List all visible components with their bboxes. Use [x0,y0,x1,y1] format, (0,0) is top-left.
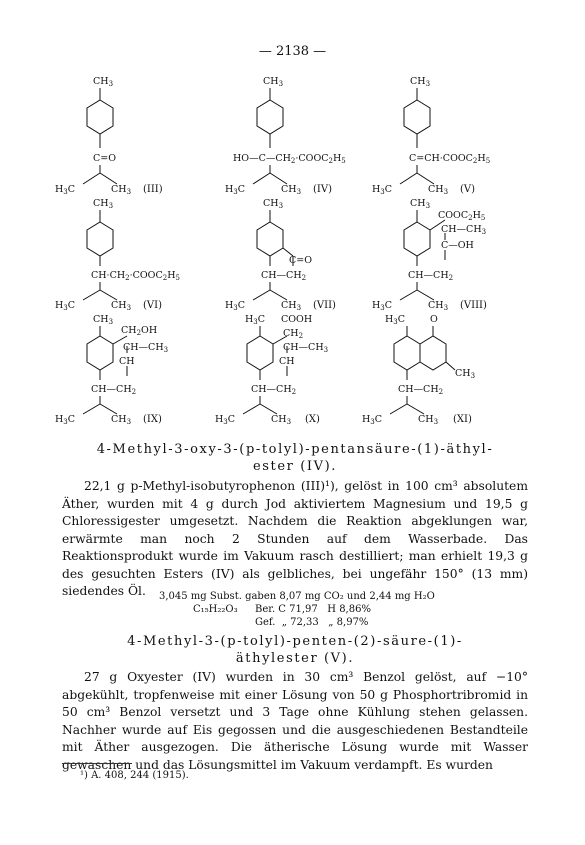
svg-text:CH3: $CH_3$ [281,184,302,196]
label-XI: (XI) [453,414,472,425]
heading-line-2: äthylester (V). [235,651,355,666]
paragraph-ester-V [62,669,528,774]
svg-text:C=CH·COOC2H5: $C=CH\cdot COOC_2H_5$ [409,153,491,165]
analysis-found: Gef. „ 72,33 „ 8,97% [255,617,369,628]
svg-text:H3C: $H_3C$ [225,184,246,196]
svg-text:CH3: $CH_3$ [263,76,284,88]
label-VIII: (VIII) [460,300,487,311]
svg-text:CH: CH [119,356,135,367]
page-number: — 2138 — [258,44,327,59]
svg-text:COOC2H5: $COOC_2H_5$ [438,210,486,222]
structure-IV [253,88,287,184]
structure-IX [83,326,127,414]
svg-text:CH3: $CH_3$ [410,198,431,210]
paragraph-text: 27 g Oxyester (IV) wurden in 30 cm³ Benzol gelöst, auf −10° abgekühlt, tropfenweise mit einer Lösung von 50 g Phosphortribromid in 50 cm³ Benzol versetzt und 3 Tage ohne Kühlung stehen gelassen. Nachher wurde auf Eis gegossen und die ausgeschiedenen Bestandteile mit Äther ausgezogen. Die ätherische Lösung wurde mit Wasser gewaschen und das Lösungsmittel im Vakuum verdampft. Es wurden [62,670,528,772]
svg-text:H3C: $H_3C$ [372,300,393,312]
svg-text:H3C: $H_3C$ [55,300,76,312]
svg-text:CH3: $CH_3$ [93,314,114,326]
svg-text:H3C: $H_3C$ [385,314,406,326]
footnote-divider [62,763,132,764]
footnote: ¹) A. 408, 244 (1915). [80,770,189,781]
svg-text:CH2OH: $CH_2OH$ [121,325,158,337]
analysis-calculated: Ber. C 71,97 H 8,86% [255,604,371,615]
structure-XI [390,326,455,414]
heading-line-1: 4-Methyl-3-oxy-3-(p-tolyl)-pentansäure-(1)-äthyl- [96,442,494,457]
svg-text:CH3: $CH_3$ [93,198,114,210]
svg-text:CH3: $CH_3$ [111,414,132,426]
svg-text:H3C: $H_3C$ [225,300,246,312]
chemical-structures [55,70,535,440]
label-X: (X) [305,414,320,425]
structure-V [400,88,434,184]
svg-text:CH3: $CH_3$ [281,300,302,312]
label-VII: (VII) [313,300,336,311]
svg-text:H3C: $H_3C$ [215,414,236,426]
paragraph-text: 22,1 g p-Methyl-isobutyrophenon (III)¹), gelöst in 100 cm³ absolutem Äther, wurden mit 4 g durch Jod aktiviertem Magnesium und 19,5 g Chloressigester umgesetzt. Nachdem die Reaktion abgeklungen war, erwärmte man noch 2 Stunden auf dem Wasserbade. Das Reaktionsprodukt wurde im Vakuum rasch destilliert; man erhielt 19,3 g des gesuchten Esters (IV) als gelbliches, bei ungefähr 150° (13 mm) siedendes Öl. [62,479,528,598]
label-IV: (IV) [313,184,332,195]
svg-text:CH3: $CH_3$ [271,414,292,426]
label-IX: (IX) [143,414,162,425]
svg-text:CH—CH2: $CH—CH_2$ [261,270,307,282]
label-III: (III) [143,184,163,195]
structure-VIII [400,210,445,300]
svg-text:C=O: C=O [289,255,313,266]
svg-text:CH3: $CH_3$ [263,198,284,210]
svg-text:C—OH: C—OH [441,240,474,251]
heading-line-2: ester (IV). [252,459,338,474]
svg-text:CH2: $CH_2$ [283,328,304,340]
svg-text:CH—CH3: $CH—CH_3$ [441,224,487,236]
svg-text:H3C: $H_3C$ [55,414,76,426]
structure-III [83,88,117,184]
svg-text:CH: CH [279,356,295,367]
svg-text:COOH: COOH [281,314,313,325]
section-heading-ester-V [60,633,530,667]
svg-text:O: O [430,314,438,325]
svg-text:CH3: $CH_3$ [428,184,449,196]
analysis-formula: C₁₅H₂₂O₃ [193,604,238,615]
structure-VI [83,210,117,300]
svg-text:HO—C—CH2·COOC2H5: $HO—C—CH_2\cdot COOC_2H_5$ [233,153,346,165]
structure-VII [253,210,293,300]
svg-text:C=O: C=O [93,153,117,164]
svg-text:CH—CH3: $CH—CH_3$ [123,342,169,354]
svg-text:CH—CH2: $CH—CH_2$ [91,384,137,396]
label-V: (V) [460,184,476,195]
structure-X [243,326,287,414]
svg-text:CH—CH2: $CH—CH_2$ [398,384,444,396]
paragraph-ester-IV [62,478,528,601]
svg-text:CH3: $CH_3$ [418,414,439,426]
svg-text:CH3: $CH_3$ [428,300,449,312]
svg-text:CH3: $CH_3$ [93,76,114,88]
svg-text:H3C: $H_3C$ [372,184,393,196]
svg-text:CH3: $CH_3$ [410,76,431,88]
svg-text:CH3: $CH_3$ [111,300,132,312]
svg-text:H3C: $H_3C$ [55,184,76,196]
svg-text:CH—CH2: $CH—CH_2$ [408,270,454,282]
heading-line-1: 4-Methyl-3-(p-tolyl)-penten-(2)-säure-(1)- [127,634,463,649]
label-VI: (VI) [143,300,162,311]
svg-text:H3C: $H_3C$ [362,414,383,426]
svg-text:CH—CH3: $CH—CH_3$ [283,342,329,354]
analysis-measurement: 3,045 mg Subst. gaben 8,07 mg CO₂ und 2,44 mg H₂O [159,591,435,602]
svg-text:H3C: $H_3C$ [245,314,266,326]
svg-text:CH—CH2: $CH—CH_2$ [251,384,297,396]
section-heading-ester-IV [60,441,530,475]
svg-text:CH3: $CH_3$ [111,184,132,196]
svg-text:CH·CH2·COOC2H5: $CH\cdot CH_2\cdot COOC_2H_5$ [91,270,180,282]
svg-text:CH3: $CH_3$ [455,368,476,380]
